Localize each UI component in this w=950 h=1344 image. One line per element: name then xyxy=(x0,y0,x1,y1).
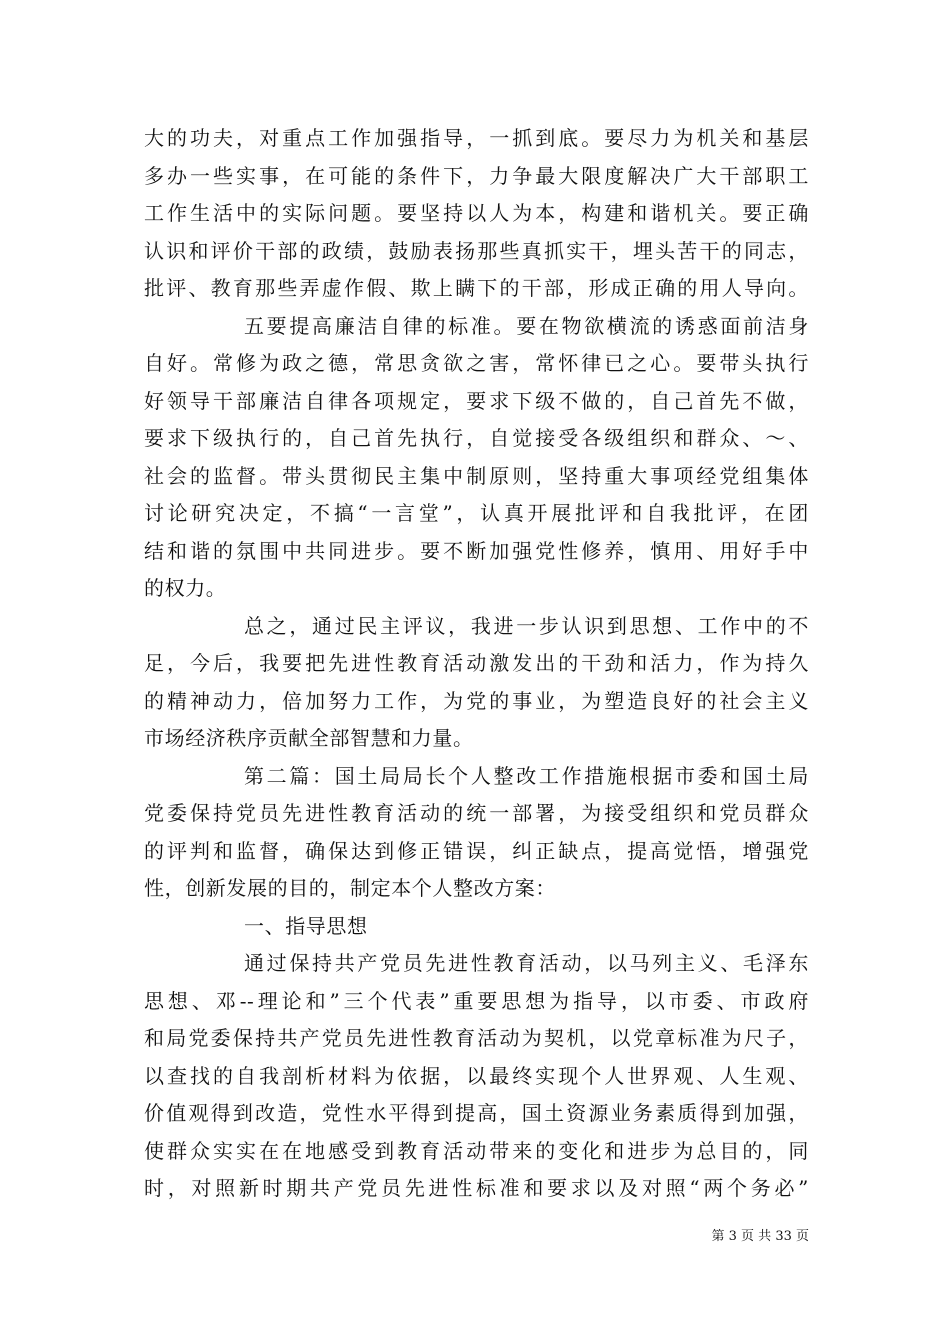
text-line: 认识和评价干部的政绩，鼓励表扬那些真抓实干，埋头苦干的同志， xyxy=(144,238,809,263)
text-line: 和局党委保持共产党员先进性教育活动为契机，以党章标准为尺子， xyxy=(144,1026,809,1050)
paragraph-3 xyxy=(144,608,809,758)
text-line: 多办一些实事，在可能的条件下，力争最大限度解决广大干部职工 xyxy=(144,163,809,188)
paragraph-4 xyxy=(144,758,809,908)
text-line: 使群众实实在在地感受到教育活动带来的变化和进步为总目的，同 xyxy=(144,1138,809,1163)
text-line: 结和谐的氛围中共同进步。要不断加强党性修养，慎用、用好手中 xyxy=(144,538,809,563)
text-line: 社会的监督。带头贯彻民主集中制原则，坚持重大事项经党组集体 xyxy=(144,463,809,488)
section-heading xyxy=(144,908,809,946)
text-line: 第二篇：国土局局长个人整改工作措施根据市委和国土局 xyxy=(244,763,809,788)
paragraph-6 xyxy=(144,945,809,1208)
text-line: 时，对照新时期共产党员先进性标准和要求以及对照“两个务必” xyxy=(144,1176,809,1200)
document-body xyxy=(144,120,809,1208)
paragraph-1 xyxy=(144,120,809,308)
text-line: 大的功夫，对重点工作加强指导，一抓到底。要尽力为机关和基层 xyxy=(144,126,809,150)
text-line: 足，今后，我要把先进性教育活动激发出的干劲和活力，作为持久 xyxy=(144,651,809,675)
text-line: 性，创新发展的目的，制定本个人整改方案： xyxy=(144,876,556,900)
text-line: 自好。常修为政之德，常思贪欲之害，常怀律已之心。要带头执行 xyxy=(144,351,809,375)
text-line: 市场经济秩序贡献全部智慧和力量。 xyxy=(144,726,474,750)
text-line: 价值观得到改造，党性水平得到提高，国土资源业务素质得到加强， xyxy=(144,1101,809,1125)
text-line: 通过保持共产党员先进性教育活动，以马列主义、毛泽东 xyxy=(244,951,809,975)
page-number: 第 3 页 共 33 页 xyxy=(711,1229,809,1244)
text-line: 批评、教育那些弄虚作假、欺上瞒下的干部，形成正确的用人导向。 xyxy=(144,276,809,300)
text-line: 好领导干部廉洁自律各项规定，要求下级不做的，自己首先不做， xyxy=(144,388,809,413)
text-line: 工作生活中的实际问题。要坚持以人为本，构建和谐机关。要正确 xyxy=(144,201,809,225)
heading-line: 一、指导思想 xyxy=(244,913,368,938)
text-line: 总之，通过民主评议，我进一步认识到思想、工作中的不 xyxy=(244,613,809,638)
text-line: 的权力。 xyxy=(144,576,227,600)
text-line: 的评判和监督，确保达到修正错误，纠正缺点，提高觉悟，增强党 xyxy=(144,838,809,863)
text-line: 以查找的自我剖析材料为依据，以最终实现个人世界观、人生观、 xyxy=(144,1063,809,1088)
text-line: 五要提高廉洁自律的标准。要在物欲横流的诱惑面前洁身 xyxy=(244,313,809,338)
text-line: 讨论研究决定，不搞“一言堂”，认真开展批评和自我批评，在团 xyxy=(144,501,809,525)
text-line: 要求下级执行的，自己首先执行，自觉接受各级组织和群众、～、 xyxy=(144,426,809,450)
text-line: 党委保持党员先进性教育活动的统一部署，为接受组织和党员群众 xyxy=(144,801,809,825)
text-line: 的精神动力，倍加努力工作，为党的事业，为塑造良好的社会主义 xyxy=(144,688,809,713)
paragraph-2 xyxy=(144,308,809,608)
text-line: 思想、邓--理论和”三个代表”重要思想为指导，以市委、市政府 xyxy=(144,988,809,1013)
